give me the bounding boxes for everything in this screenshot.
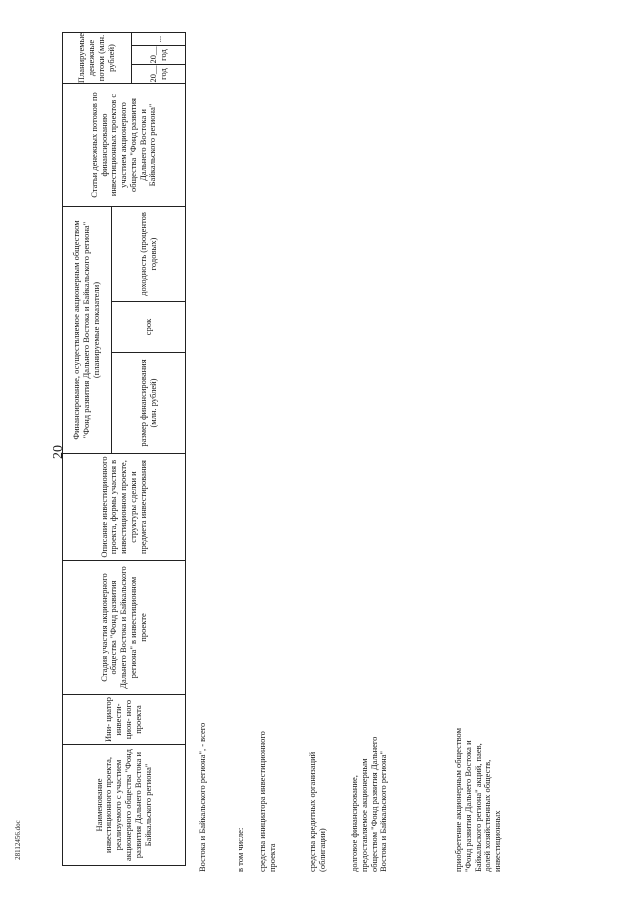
header-stage: Стадия участия акционерного общества "Фонд развития Дальнего Востока и Байкальского региона" в инвестиционном проекте [62, 560, 186, 695]
cashflow-articles-continuation [194, 152, 530, 872]
table-region [62, 32, 186, 866]
header-planned-cashflows: Планируемые денежные потоки (млн. рублей) [62, 32, 132, 84]
page-number: 20 [51, 445, 66, 459]
header-financing-group: Финансирование, осуществляемое акционерным обществом "Фонд развития Дальнего Востока и Байкальского региона" (планируемые показатели) [62, 206, 112, 454]
list-item: приобретение акционерным обществом "Фонд развития Дальнего Востока и Байкальского региона" акций, паев, долей хозяйственных обществ, инвестиционных [453, 727, 503, 872]
footer-file-name: 28112456.doc [14, 820, 22, 860]
header-financing-yield: доходность (процентов годовых) [111, 206, 186, 302]
header-year-2: 20__ год [131, 45, 186, 65]
list-item: Востока и Байкальского региона", - всего [197, 722, 207, 872]
list-item: средства инициатора инвестиционного проекта [257, 731, 277, 872]
header-project-name: Наименование инвестиционного проекта, реализуемого с участием акционерного общества "Фонд развития Дальнего Востока и Байкальского региона" [62, 744, 186, 866]
financing-table [62, 32, 186, 866]
header-financing-term: срок [111, 301, 186, 353]
list-item: в том числе: [235, 827, 245, 872]
header-initiator: Ини- циатор инвести- цион- ного проекта [62, 694, 186, 745]
header-description: Описание инвестиционного проекта, формы участия в инвестиционном проекте, структуры сделки и предмета инвестирования [62, 453, 186, 561]
list-item: долговое финансирование, предоставляемое акционерным обществом "Фонд развития Дальнего Востока и Байкальского региона" [349, 736, 389, 872]
header-year-1: 20__ год [131, 64, 186, 84]
list-item: средства кредитных организаций (облигации) [307, 751, 327, 872]
header-more-columns: ... [131, 32, 186, 46]
header-cashflow-articles: Статьи денежных потоков по финансированию инвестиционных проектов с участием акционерного общества "Фонд развития Дальнего Востока и Байкальского региона" [62, 83, 186, 207]
header-financing-size: размер финансирования (млн. рублей) [111, 352, 186, 454]
